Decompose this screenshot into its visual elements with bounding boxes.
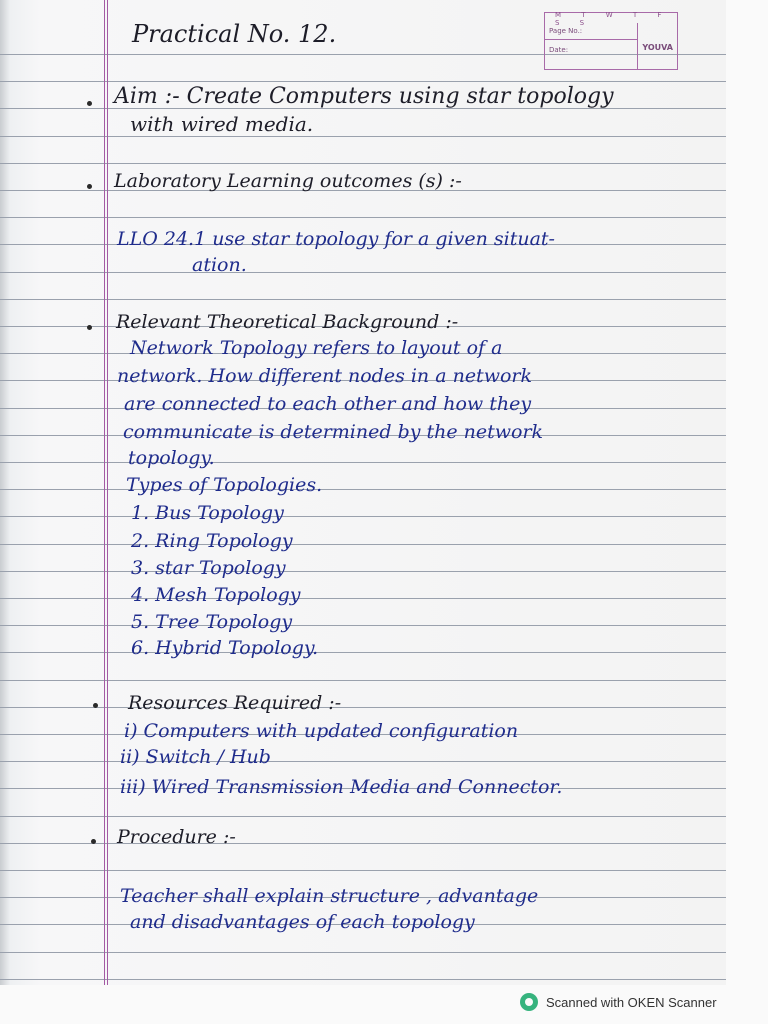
rule-line: [0, 680, 726, 681]
rule-line: [0, 979, 726, 980]
date-label: Date:: [549, 46, 569, 54]
topology-type: 1. Bus Topology: [131, 502, 284, 524]
types-heading: Types of Topologies.: [126, 474, 323, 496]
procedure-heading: Procedure :-: [117, 826, 236, 848]
llo-line-2: ation.: [192, 254, 247, 276]
rule-line: [0, 217, 726, 218]
rule-line: [0, 571, 726, 572]
page-no-label: Page No.:: [549, 27, 583, 35]
rule-line: [0, 163, 726, 164]
bullet: [87, 325, 92, 330]
rule-line: [0, 761, 726, 762]
margin-line-inner: [107, 0, 108, 985]
llo-line-1: LLO 24.1 use star topology for a given situat-: [117, 228, 555, 250]
rule-line: [0, 544, 726, 545]
resources-heading: Resources Required :-: [128, 692, 342, 714]
resource-item: i) Computers with updated configuration: [124, 720, 519, 742]
page-date-box: [544, 12, 678, 70]
resource-item: ii) Switch / Hub: [120, 746, 271, 768]
background-para-line: communicate is determined by the network: [123, 421, 544, 443]
rule-line: [0, 489, 726, 490]
rule-line: [0, 952, 726, 953]
background-para-line: are connected to each other and how they: [124, 393, 532, 415]
weekday-letters: M T W T F S S: [555, 11, 671, 27]
rule-line: [0, 299, 726, 300]
bullet: [91, 839, 96, 844]
llo-heading: Laboratory Learning outcomes (s) :-: [114, 170, 462, 192]
aim-line-1: Aim :- Create Computers using star topology: [114, 84, 614, 109]
rule-line: [0, 598, 726, 599]
brand-logo: YOUVA: [642, 43, 673, 52]
bullet: [87, 184, 92, 189]
background-para-line: network. How different nodes in a network: [117, 365, 532, 387]
resource-item: iii) Wired Transmission Media and Connector.: [120, 776, 563, 798]
page-title: Practical No. 12.: [132, 20, 337, 48]
topology-type: 2. Ring Topology: [131, 530, 293, 552]
rule-line: [0, 707, 726, 708]
rule-line: [0, 272, 726, 273]
topology-type: 4. Mesh Topology: [131, 584, 301, 606]
topology-type: 3. star Topology: [131, 557, 286, 579]
scanner-watermark: [520, 990, 717, 1014]
procedure-line-1: Teacher shall explain structure , advantage: [120, 885, 539, 907]
bullet: [87, 101, 92, 106]
rule-line: [0, 816, 726, 817]
scanner-watermark-text: Scanned with OKEN Scanner: [546, 994, 717, 1010]
margin-line: [104, 0, 105, 985]
rule-line: [0, 652, 726, 653]
rule-line: [0, 843, 726, 844]
scanner-logo-icon: [520, 993, 538, 1011]
background-heading: Relevant Theoretical Background :-: [116, 311, 459, 333]
procedure-line-2: and disadvantages of each topology: [130, 911, 475, 933]
rule-line: [0, 81, 726, 82]
date-box-divider: [545, 39, 637, 40]
bullet: [93, 703, 98, 708]
rule-line: [0, 136, 726, 137]
background-para-line: Network Topology refers to layout of a: [130, 337, 503, 359]
date-box-vertical-divider: [637, 23, 638, 70]
aim-line-2: with wired media.: [130, 112, 314, 136]
rule-line: [0, 625, 726, 626]
rule-line: [0, 462, 726, 463]
topology-type: 6. Hybrid Topology.: [131, 637, 319, 659]
rule-line: [0, 516, 726, 517]
topology-type: 5. Tree Topology: [131, 611, 293, 633]
background-para-line: topology.: [128, 447, 215, 469]
rule-line: [0, 870, 726, 871]
